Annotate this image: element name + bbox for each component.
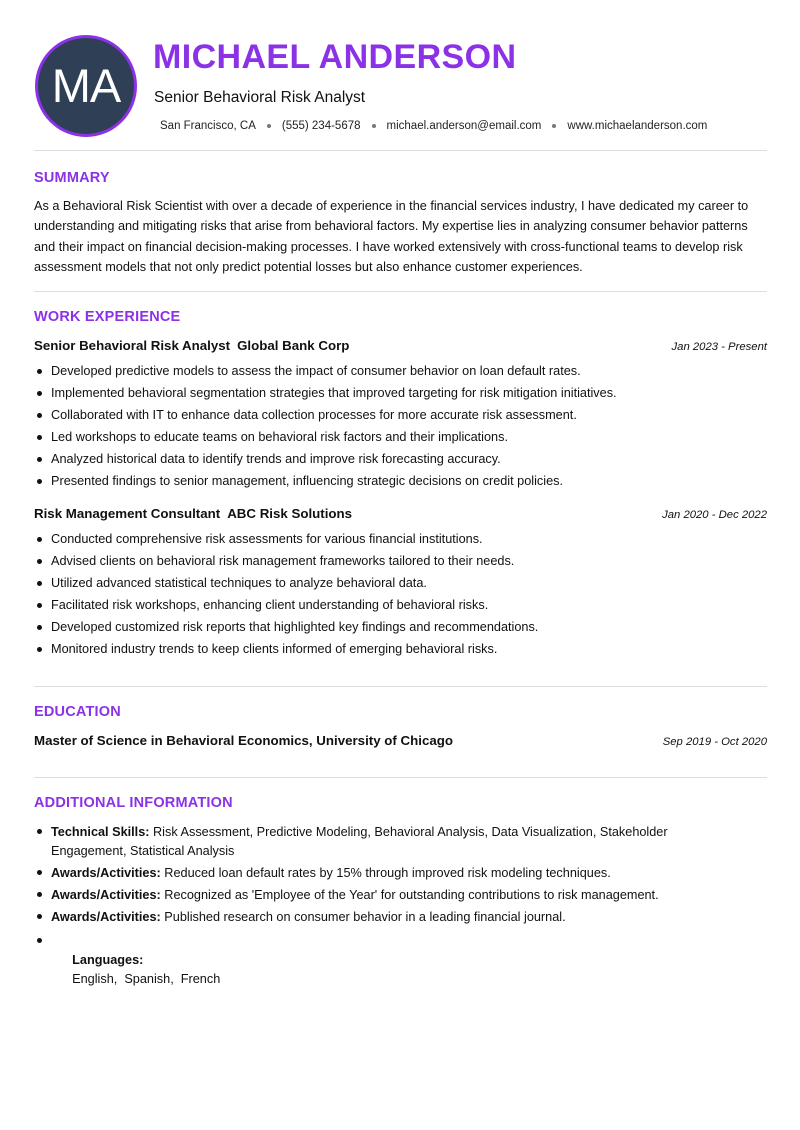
contact-phone: (555) 234-5678 (281, 120, 361, 132)
experience-heading: WORK EXPERIENCE (34, 309, 181, 325)
list-item: Facilitated risk workshops, enhancing client understanding of behavioral risks. (34, 597, 769, 613)
job-role (34, 338, 349, 353)
candidate-name: MICHAEL ANDERSON (153, 38, 517, 76)
additional-list (34, 823, 724, 1014)
separator-dot (552, 124, 556, 128)
avatar: MA (35, 35, 137, 137)
job-bullets (34, 363, 769, 496)
contact-email: michael.anderson@email.com (386, 120, 542, 132)
divider (34, 686, 767, 687)
education-degree: Master of Science in Behavioral Economics, University of Chicago (34, 733, 453, 748)
divider (34, 777, 767, 778)
education-dates: Sep 2019 - Oct 2020 (662, 736, 767, 748)
job-title: Senior Behavioral Risk Analyst (34, 338, 231, 353)
item-text: Reduced loan default rates by 15% through improved risk modeling techniques. (164, 866, 611, 880)
job-dates: Jan 2020 - Dec 2022 (662, 509, 767, 521)
summary-heading: SUMMARY (34, 170, 110, 186)
contact-location: San Francisco, CA (160, 120, 256, 132)
list-item (34, 886, 724, 905)
list-item: Utilized advanced statistical techniques to analyze behavioral data. (34, 575, 769, 591)
separator-dot (267, 124, 271, 128)
list-item: Developed predictive models to assess the impact of consumer behavior on loan default rates. (34, 363, 769, 379)
list-item (34, 932, 724, 1008)
list-item: Implemented behavioral segmentation strategies that improved targeting for risk mitigation initiatives. (34, 385, 769, 401)
list-item (34, 908, 724, 927)
list-item: Advised clients on behavioral risk management frameworks tailored to their needs. (34, 553, 769, 569)
contact-website: www.michaelanderson.com (567, 120, 708, 132)
list-item: Analyzed historical data to identify trends and improve risk forecasting accuracy. (34, 451, 769, 467)
item-text: Published research on consumer behavior in a leading financial journal. (164, 910, 566, 924)
list-item: Collaborated with IT to enhance data collection processes for more accurate risk assessment. (34, 407, 769, 423)
job-role (34, 506, 352, 521)
item-text: English, Spanish, French (72, 972, 221, 986)
education-entry (34, 733, 767, 748)
item-label: Awards/Activities: (51, 910, 161, 924)
list-item: Conducted comprehensive risk assessments for various financial institutions. (34, 531, 769, 547)
job-header (34, 506, 767, 521)
list-item: Developed customized risk reports that highlighted key findings and recommendations. (34, 619, 769, 635)
contact-bar (160, 120, 707, 132)
item-label: Awards/Activities: (51, 888, 161, 902)
job-bullets (34, 531, 769, 664)
job-title: Risk Management Consultant (34, 506, 221, 521)
list-item: Monitored industry trends to keep clients informed of emerging behavioral risks. (34, 641, 769, 657)
separator-dot (372, 124, 376, 128)
item-label: Languages: (72, 953, 144, 967)
candidate-title: Senior Behavioral Risk Analyst (154, 89, 366, 106)
job-dates: Jan 2023 - Present (671, 341, 767, 353)
list-item: Led workshops to educate teams on behavioral risk factors and their implications. (34, 429, 769, 445)
list-item (34, 864, 724, 883)
education-heading: EDUCATION (34, 704, 121, 720)
additional-heading: ADDITIONAL INFORMATION (34, 795, 233, 811)
job-company: Global Bank Corp (237, 338, 350, 353)
item-label: Technical Skills: (51, 825, 150, 839)
item-label: Awards/Activities: (51, 866, 161, 880)
item-text: Recognized as 'Employee of the Year' for outstanding contributions to risk management. (164, 888, 659, 902)
divider (34, 291, 767, 292)
job-company: ABC Risk Solutions (227, 506, 353, 521)
list-item: Presented findings to senior management, influencing strategic decisions on credit policies. (34, 473, 769, 489)
job-header (34, 338, 767, 353)
list-item (34, 823, 724, 861)
item-text: Risk Assessment, Predictive Modeling, Behavioral Analysis, Data Visualization, Stakeholder Engagement, Statistical Analysis (51, 825, 668, 858)
summary-text: As a Behavioral Risk Scientist with over a decade of experience in the financial services industry, I have dedicated my career to understanding and mitigating risks that arise from behavioral factors. My expertise lies in analyzing consumer behavior patterns and their impact on financial decision-making processes. I have worked extensively with cross-functional teams to develop risk assessment models that not only predict potential losses but also enhance customer experiences. (34, 199, 749, 274)
divider (34, 150, 767, 151)
